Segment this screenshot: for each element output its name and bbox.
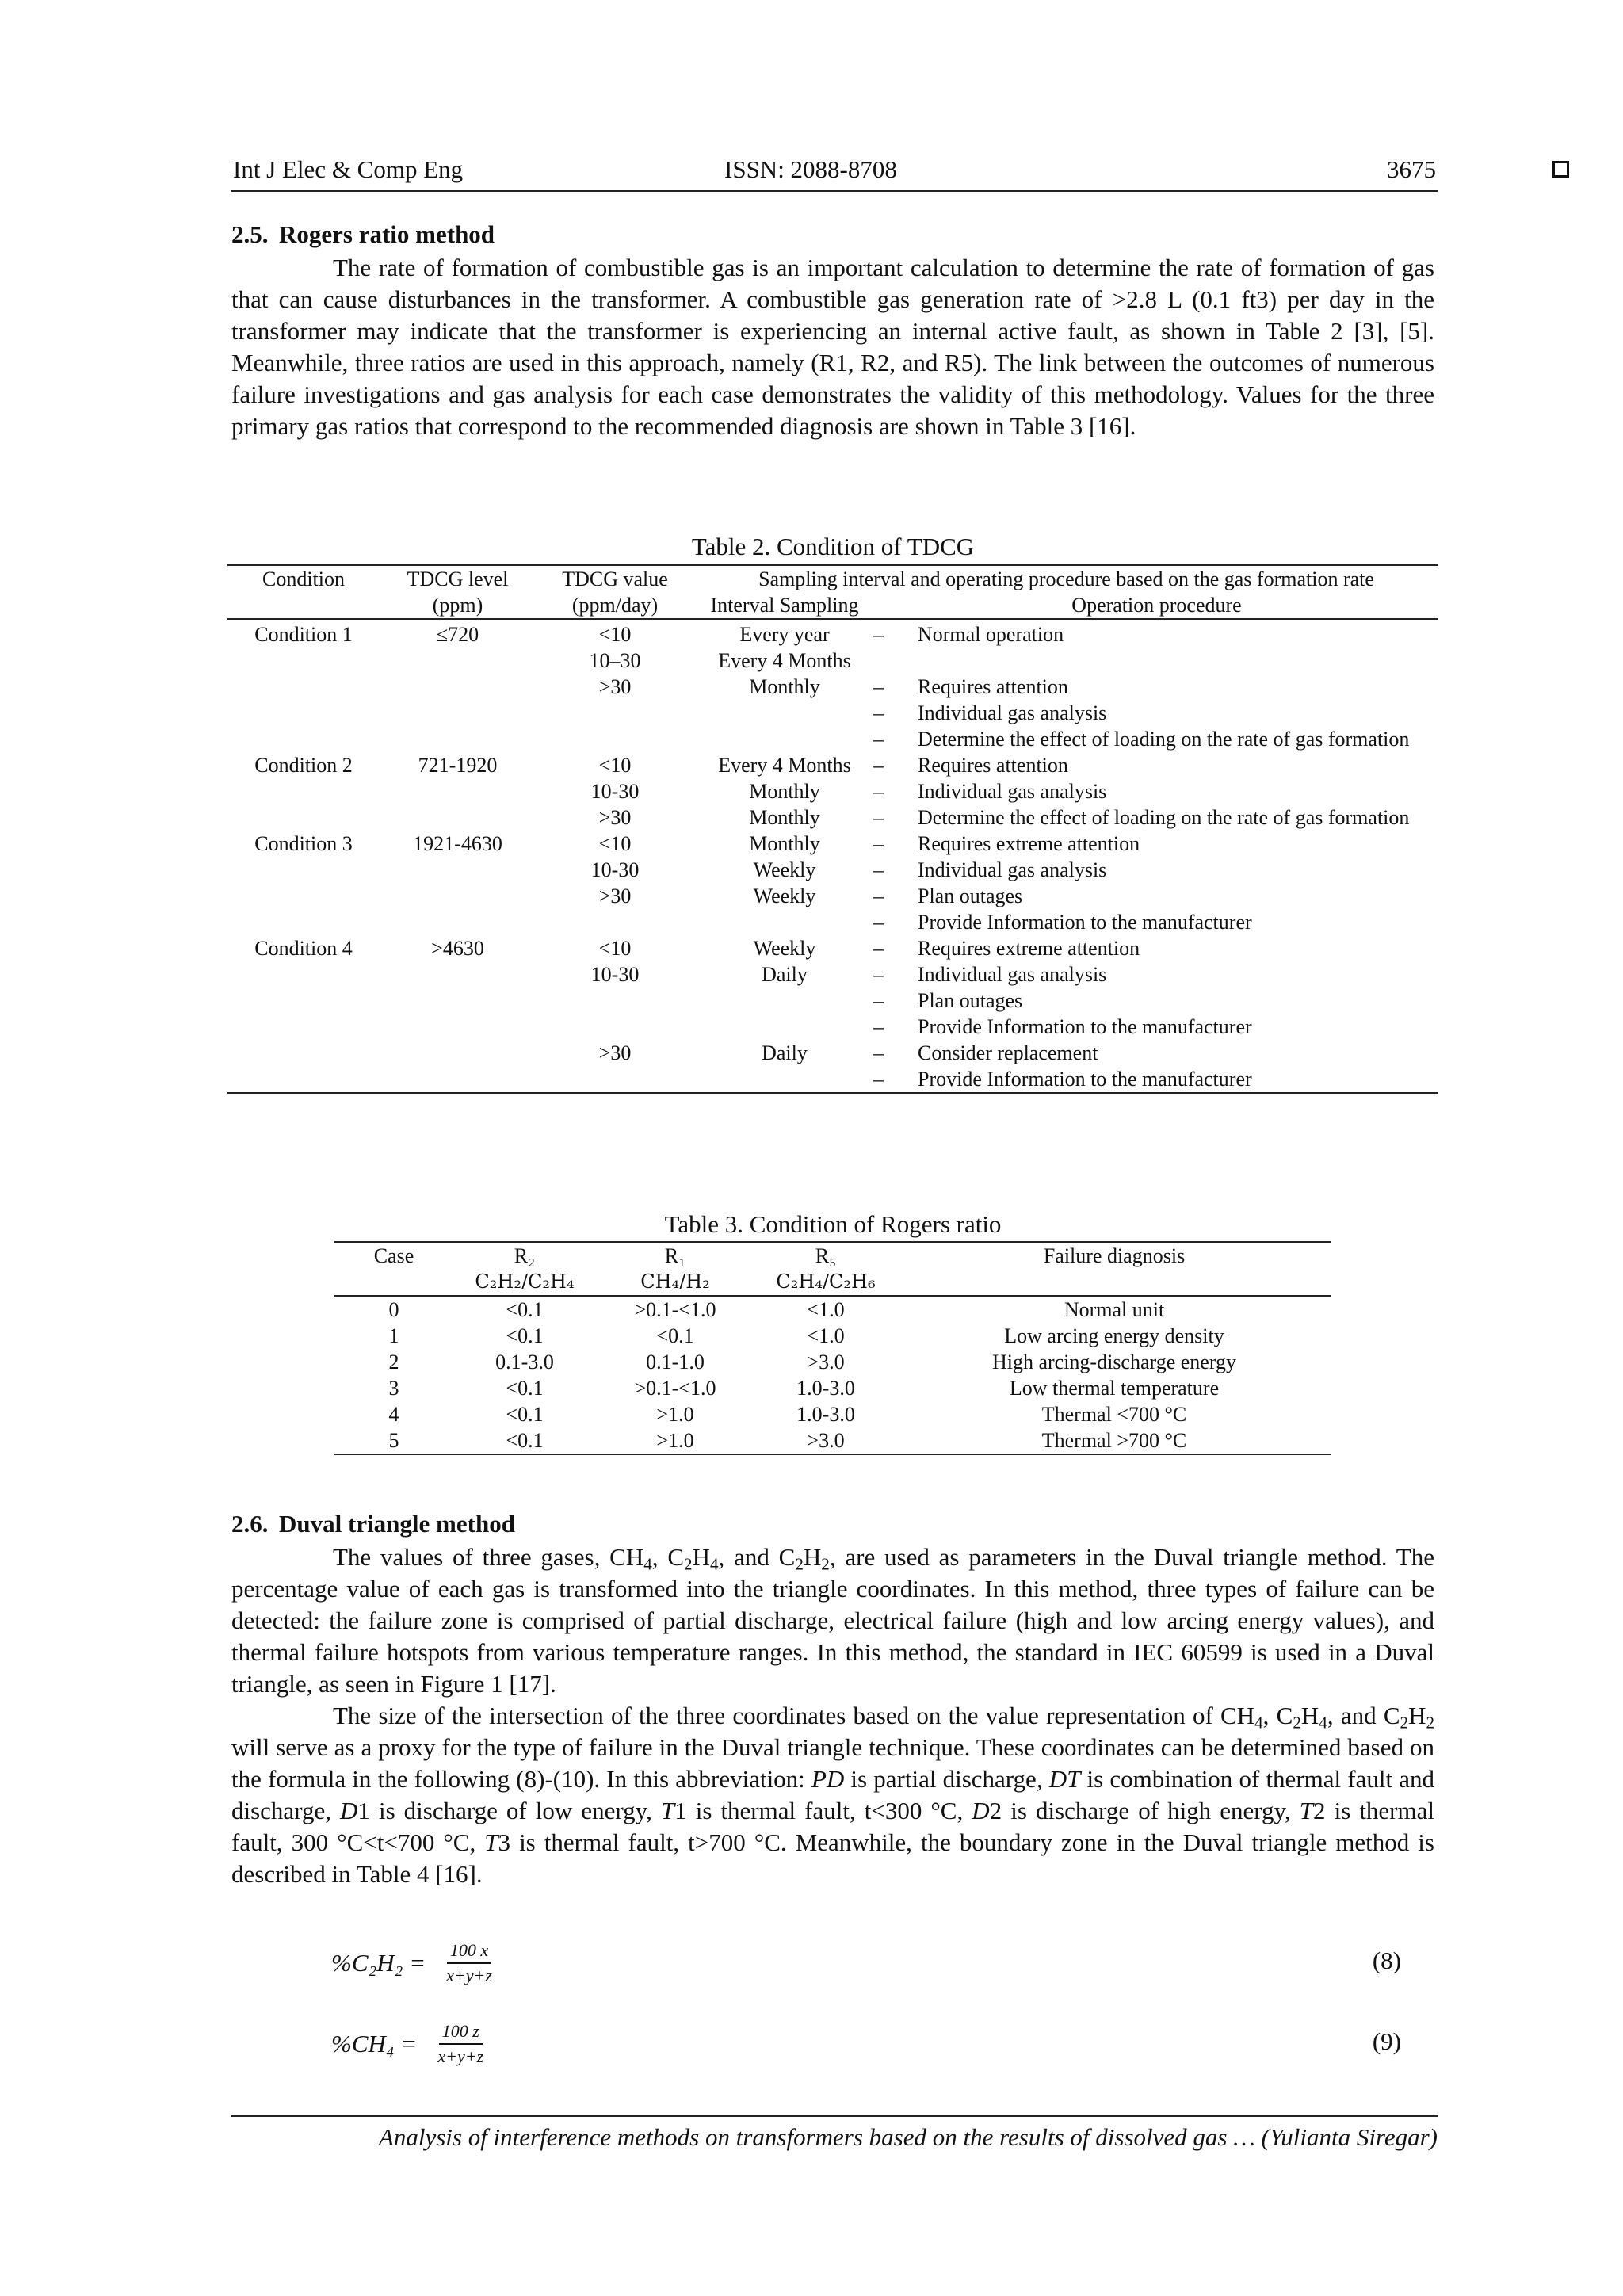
procedure-item: – Provide Information to the manufacturer [873, 1068, 1252, 1091]
th-r2 [453, 1242, 596, 1296]
th-r2-label: R₂ [514, 1244, 536, 1267]
table-row [227, 619, 1438, 674]
procedure-item: – Plan outages [873, 989, 1023, 1012]
paragraph-rogers: The rate of formation of combustible gas is an important calculation to determine the rate of formation of gas that can cause disturbances in the transformer. A combustible gas generation rate of >2.8 L (0.1 ft3) per day in the transformer may indicate that the transformer is experiencing an internal active fault, as shown in Table 2 [3], [5]. Meanwhile, three ratios are used in this approach, namely (R1, R2, and R5). The link between the outcomes of numerous failure investigations and gas analysis for each case demonstrates the validity of this methodology. Values for the three primary gas ratios that correspond to the recommended diagnosis are shown in Table 3 [16]. [231, 254, 1434, 440]
table-row [334, 1296, 1331, 1323]
fraction-denominator: x+y+z [437, 2046, 484, 2066]
page-number: 3675 [1387, 155, 1436, 183]
table-row [334, 1349, 1331, 1375]
cell-r5: 1.0-3.0 [796, 1377, 855, 1400]
th-r1-label: R₁ [664, 1244, 686, 1267]
cell-interval: Monthly Weekly Weekly [749, 832, 820, 907]
cell-procedure [875, 1040, 1438, 1093]
fraction-denominator: x+y+z [446, 1966, 492, 1985]
section-heading-2-5 [231, 220, 495, 249]
cell-tdcg-value: <10 10-30 [590, 937, 640, 986]
paragraph-duval-2: The size of the intersection of the three coordinates based on the value representation of $CH_4$, $C_2H_4$, and $C_2H_2$ will serve as a proxy for the type of failure in the Duval triangle technique. These coordinates can be determined based on the formula in the following (8)-(10). In this abbreviation: PD is partial discharge, DT is combination of thermal fault and discharge, D1 is discharge of low energy, T1 is thermal fault, t<300 °C, D2 is discharge of high energy, T2 is thermal fault, 300 °C<t<700 °C, T3 is thermal fault, t>700 °C. Meanwhile, the boundary zone in the Duval triangle method is described in Table 4 [16]. [231, 1702, 1434, 1888]
cell-diagnosis: High arcing-discharge energy [991, 1350, 1237, 1373]
table-row [334, 1401, 1331, 1427]
cell-procedure [875, 935, 1438, 1040]
equation-lhs: %C₂H₂ = [331, 1949, 426, 1977]
th-r1-formula: CH₄/H₂ [640, 1270, 710, 1293]
cell-r5: 1.0-3.0 [796, 1403, 855, 1426]
cell-r2: 0.1-3.0 [495, 1350, 554, 1373]
cell-r1: <0.1 [656, 1324, 694, 1347]
cell-r5: >3.0 [807, 1350, 845, 1373]
fraction-numerator: 100 x [447, 1940, 491, 1964]
equation-number: (9) [1372, 2027, 1401, 2055]
cell-tdcg-value: <10 10-30 >30 [590, 832, 640, 907]
th-tdcg-value: TDCG value [562, 567, 668, 590]
equation-fraction [446, 1940, 492, 1986]
section-title: Rogers ratio method [279, 220, 495, 248]
procedure-item: – Individual gas analysis [873, 701, 1107, 724]
table-row [334, 1375, 1331, 1401]
cell-case: 3 [388, 1377, 399, 1400]
equation [331, 2021, 483, 2067]
journal-name: Int J Elec & Comp Eng [233, 155, 464, 183]
cell-condition: Condition 2 [254, 754, 353, 777]
square-icon [1552, 161, 1569, 178]
table-row [227, 831, 1438, 935]
th-case: Case [334, 1242, 453, 1296]
cell-interval: Daily [762, 1041, 808, 1064]
table2-caption: Table 2. Condition of TDCG [691, 533, 975, 560]
th-r5-label: R₅ [815, 1244, 837, 1267]
equation-lhs: %CH₄ = [331, 2030, 418, 2057]
cell-diagnosis: Thermal >700 °C [1041, 1429, 1187, 1452]
procedure-item: – Provide Information to the manufacturer [873, 911, 1252, 934]
cell-condition [227, 1040, 380, 1093]
section-heading-2-6 [231, 1510, 515, 1538]
cell-condition: Condition 1 [254, 623, 353, 646]
cell-r1: >0.1-<1.0 [634, 1377, 716, 1400]
cell-diagnosis: Low arcing energy density [1004, 1324, 1224, 1347]
cell-diagnosis: Thermal <700 °C [1041, 1403, 1187, 1426]
procedure-item: – Requires attention [873, 675, 1068, 698]
cell-diagnosis: Normal unit [1064, 1298, 1165, 1321]
cell-interval: Monthly [749, 675, 820, 698]
cell-tdcg-value: >30 [598, 675, 632, 698]
cell-case: 4 [388, 1403, 399, 1426]
cell-procedure [875, 752, 1438, 831]
running-header [231, 155, 1438, 192]
th-interval: Interval Sampling [694, 592, 875, 619]
table-row [334, 1323, 1331, 1349]
procedure-item: – Determine the effect of loading on the rate of gas formation [873, 728, 1410, 751]
section-number: 2.5. [231, 220, 269, 248]
cell-case: 2 [388, 1350, 399, 1373]
cell-r2: <0.1 [506, 1377, 544, 1400]
table-row [227, 674, 1438, 752]
table-row [227, 752, 1438, 831]
equation-fraction [437, 2021, 483, 2067]
cell-r1: 0.1-1.0 [646, 1350, 705, 1373]
cell-tdcg-level: ≤720 [436, 623, 479, 646]
procedure-item: – Plan outages [873, 884, 1023, 907]
cell-interval: Weekly Daily [753, 937, 816, 986]
fraction-numerator: 100 z [439, 2021, 483, 2045]
th-r2-formula: C₂H₂/C₂H₄ [475, 1270, 575, 1293]
th-tdcg-level: TDCG level [407, 567, 509, 590]
table-row [227, 1040, 1438, 1093]
cell-r1: >1.0 [656, 1403, 694, 1426]
cell-procedure [875, 619, 1438, 674]
cell-procedure [875, 831, 1438, 935]
th-diagnosis: Failure diagnosis [897, 1242, 1331, 1296]
cell-r5: <1.0 [807, 1298, 845, 1321]
paragraph-duval-1: The values of three gases, $CH_4$, $C_2H_4$, and $C_2H_2$, are used as parameters in the Duval triangle method. The percentage value of each gas is transformed into the triangle coordinates. In this method, three types of failure can be detected: the failure zone is comprised of partial discharge, electrical failure (high and low arcing energy values), and thermal failure hotspots from various temperature ranges. In this method, the standard in IEC 60599 is used in a Duval triangle, as seen in Figure 1 [17]. [231, 1543, 1434, 1698]
cell-r1: >0.1-<1.0 [634, 1298, 716, 1321]
table3-caption: Table 3. Condition of Rogers ratio [664, 1210, 1002, 1238]
cell-diagnosis: Low thermal temperature [1009, 1377, 1220, 1400]
cell-r5: <1.0 [807, 1324, 845, 1347]
cell-r2: <0.1 [506, 1403, 544, 1426]
cell-r2: <0.1 [506, 1429, 544, 1452]
cell-tdcg-level: 721-1920 [418, 754, 498, 777]
cell-case: 0 [388, 1298, 399, 1321]
cell-condition: Condition 3 [254, 832, 353, 855]
procedure-item: – Consider replacement [873, 1041, 1098, 1064]
cell-procedure [875, 674, 1438, 752]
procedure-item: – Determine the effect of loading on the rate of gas formation [873, 806, 1410, 829]
cell-tdcg-value: <10 10-30 >30 [590, 754, 640, 829]
table3-body [334, 1296, 1331, 1454]
procedure-item: – Individual gas analysis [873, 963, 1107, 986]
running-footer: Analysis of interference methods on transformers based on the results of dissolved gas … (Yulianta Siregar) [231, 2115, 1438, 2152]
cell-tdcg-value: >30 [598, 1041, 632, 1064]
procedure-item: – Requires extreme attention [873, 832, 1140, 855]
cell-case: 5 [388, 1429, 399, 1452]
cell-r2: <0.1 [506, 1298, 544, 1321]
section-title: Duval triangle method [279, 1510, 515, 1538]
cell-tdcg-value: <10 10–30 [589, 623, 641, 672]
cell-r5: >3.0 [807, 1429, 845, 1452]
issn: ISSN: 2088-8708 [724, 155, 897, 183]
cell-tdcg-level [380, 1040, 536, 1093]
th-tdcg-level-unit: (ppm) [380, 592, 536, 619]
table2-body [227, 619, 1438, 1093]
table-row [334, 1427, 1331, 1454]
cell-interval: Every year Every 4 Months [718, 623, 851, 672]
procedure-item: – Requires attention [873, 754, 1068, 777]
table-rogers-ratio [334, 1241, 1331, 1455]
procedure-item: – Normal operation [873, 623, 1064, 646]
cell-tdcg-level [380, 674, 536, 752]
equation-number: (8) [1372, 1946, 1401, 1974]
cell-condition [227, 674, 380, 752]
cell-condition: Condition 4 [254, 937, 353, 960]
table-row [227, 935, 1438, 1040]
th-tdcg-value-unit: (ppm/day) [536, 592, 694, 619]
cell-interval: Every 4 Months Monthly Monthly [718, 754, 851, 829]
cell-tdcg-level: 1921-4630 [413, 832, 502, 855]
th-procedure: Operation procedure [875, 592, 1438, 619]
th-r1 [596, 1242, 754, 1296]
th-condition: Condition [262, 567, 345, 590]
procedure-item: – Individual gas analysis [873, 780, 1107, 803]
procedure-item: – Requires extreme attention [873, 937, 1140, 960]
cell-tdcg-level: >4630 [431, 937, 484, 960]
table-tdcg-condition [227, 564, 1438, 1094]
section-number: 2.6. [231, 1510, 269, 1538]
th-sampling-group: Sampling interval and operating procedure based on the gas formation rate [758, 567, 1374, 590]
th-r5 [754, 1242, 897, 1296]
cell-r2: <0.1 [506, 1324, 544, 1347]
procedure-item: – Provide Information to the manufacturer [873, 1015, 1252, 1038]
th-r5-formula: C₂H₄/C₂H₆ [776, 1270, 876, 1293]
equation [331, 1940, 492, 1986]
cell-r1: >1.0 [656, 1429, 694, 1452]
procedure-item: – Individual gas analysis [873, 858, 1107, 881]
cell-case: 1 [388, 1324, 399, 1347]
